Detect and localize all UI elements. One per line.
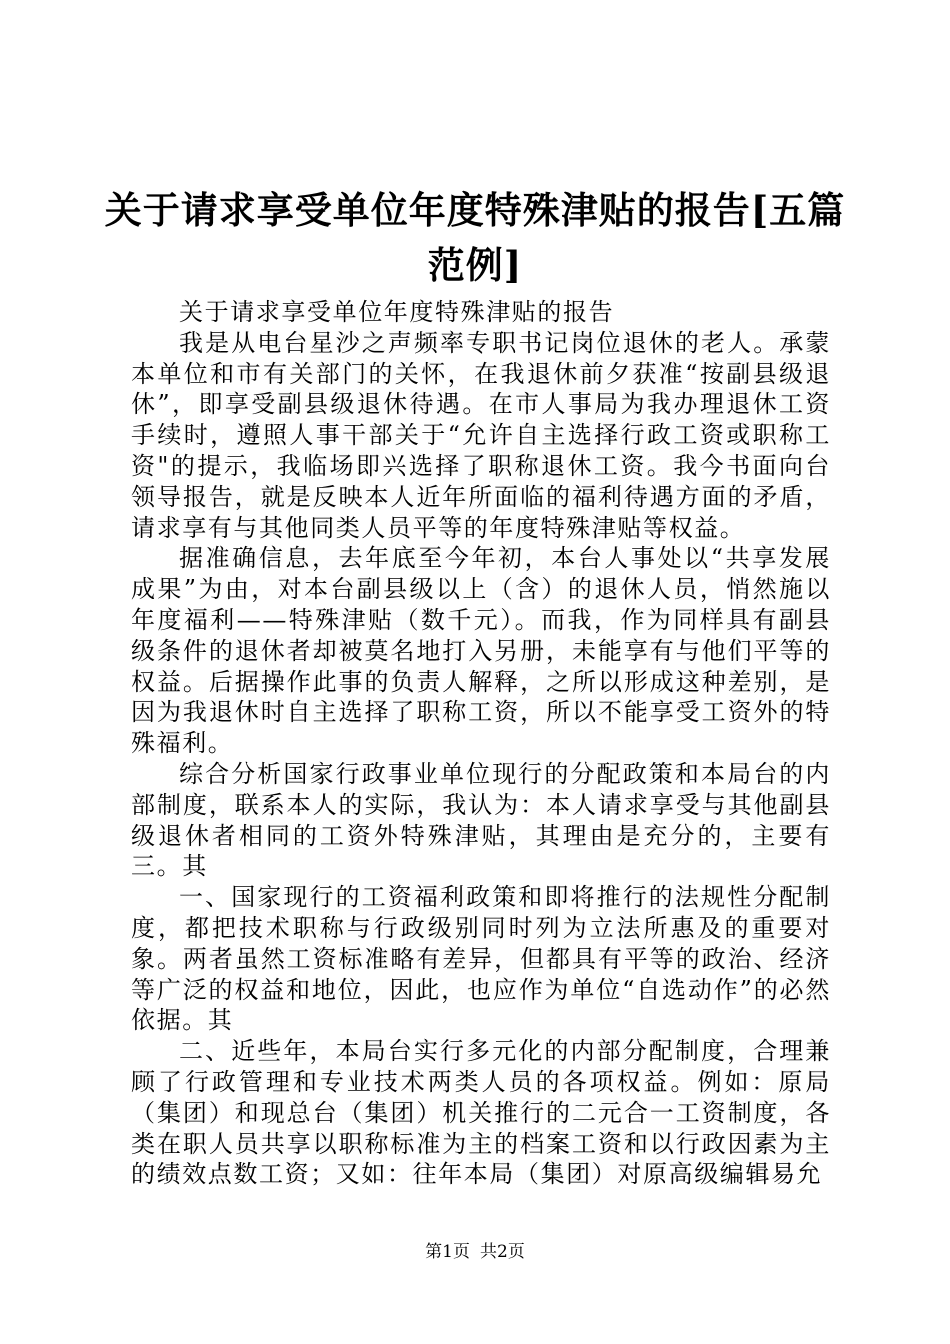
body-paragraph: 二、近些年，本局台实行多元化的内部分配制度，合理兼顾了行政管理和专业技术两类人员的各项权益。例如：原局（集团）和现总台（集团）机关推行的二元合一工资制度，各类在职人员共享以职称标准为主的档案工资和以行政因素为主的绩效点数工资；又如：往年本局（集团）对原高级编辑易允 xyxy=(131,1037,831,1189)
body-paragraph: 一、国家现行的工资福利政策和即将推行的法规性分配制度，都把技术职称与行政级别同时列为立法所惠及的重要对象。两者虽然工资标准略有差异，但都具有平等的政治、经济等广泛的权益和地位，因此，也应作为单位“自选动作”的必然依据。其 xyxy=(131,883,831,1035)
body-paragraph: 综合分析国家行政事业单位现行的分配政策和本局台的内部制度，联系本人的实际，我认为：本人请求享受与其他副县级退休者相同的工资外特殊津贴，其理由是充分的，主要有三。其 xyxy=(131,759,831,881)
document-title xyxy=(100,183,850,293)
title-line-2: 范例] xyxy=(427,243,523,287)
page-footer xyxy=(0,1241,950,1263)
page-total: 共2页 xyxy=(480,1242,525,1262)
body-paragraph: 据准确信息，去年底至今年初，本台人事处以“共享发展成果”为由，对本台副县级以上（含）的退休人员，悄然施以年度福利——特殊津贴（数千元）。而我，作为同样具有副县级条件的退休者却被莫名地打入另册，未能享有与他们平等的权益。后据操作此事的负责人解释，之所以形成这种差别，是因为我退休时自主选择了职称工资，所以不能享受工资外的特殊福利。 xyxy=(131,544,831,758)
subtitle-paragraph: 关于请求享受单位年度特殊津贴的报告 xyxy=(179,298,615,326)
title-line-1: 关于请求享受单位年度特殊津贴的报告[五篇 xyxy=(104,188,846,232)
page-number: 第1页 xyxy=(425,1242,470,1262)
body-paragraph: 我是从电台星沙之声频率专职书记岗位退休的老人。承蒙本单位和市有关部门的关怀，在我退休前夕获准“按副县级退休”，即享受副县级退休待遇。在市人事局为我办理退休工资手续时，遵照人事干部关于“允许自主选择行政工资或职称工资"的提示，我临场即兴选择了职称退休工资。我今书面向台领导报告，就是反映本人近年所面临的福利待遇方面的矛盾，请求享有与其他同类人员平等的年度特殊津贴等权益。 xyxy=(131,328,831,542)
document-body xyxy=(131,297,831,1190)
